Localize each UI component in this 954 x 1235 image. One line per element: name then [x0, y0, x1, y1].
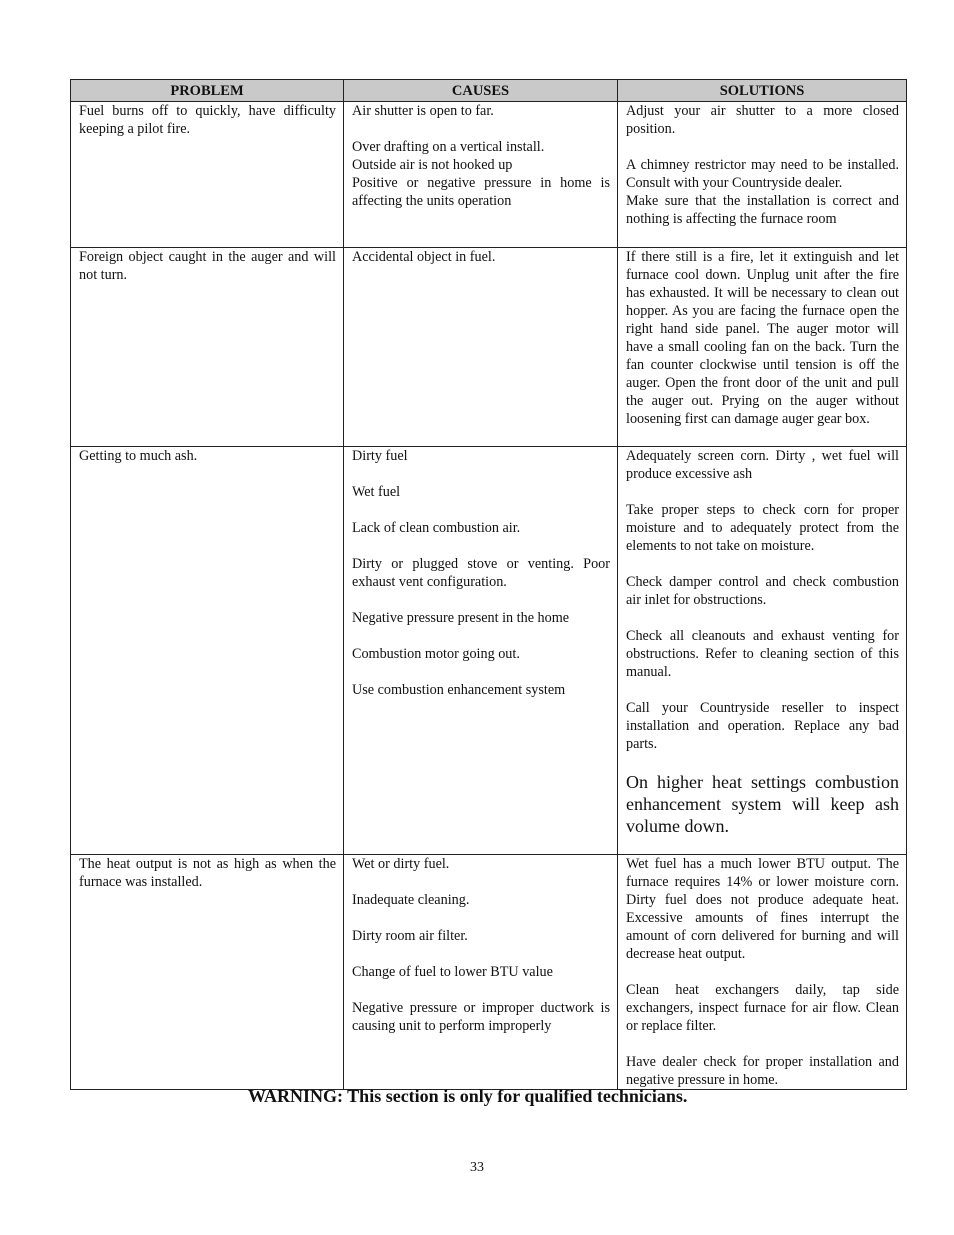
problem-text: Foreign object caught in the auger and will not turn.	[79, 249, 336, 283]
solution-text: Have dealer check for proper installation and negative pressure in home.	[626, 1054, 899, 1088]
header-solutions: SOLUTIONS	[618, 80, 907, 102]
cause-text: Dirty room air filter.	[352, 928, 468, 944]
warning-notice: WARNING: This section is only for qualified technicians.	[248, 1086, 688, 1106]
solution-text: Adequately screen corn. Dirty , wet fuel will produce excessive ash	[626, 448, 899, 482]
solutions-cell	[618, 248, 907, 447]
solution-text: Clean heat exchangers daily, tap side exchangers, inspect furnace for air flow. Clean or replace filter.	[626, 982, 899, 1034]
cause-text: Outside air is not hooked up	[352, 157, 513, 173]
table-row	[71, 102, 907, 248]
problem-cell	[71, 447, 344, 855]
table-header-row	[71, 80, 907, 102]
solution-text: If there still is a fire, let it extinguish and let furnace cool down. Unplug unit after the fire has exhausted. It will be necessary to clean out hopper. As you are facing the furnace open the right hand side panel. The auger motor will have a small cooling fan on the back. Turn the fan counter clockwise until tension is off the auger. Open the front door of the unit and pull the auger out. Prying on the auger without loosening first can damage auger gear box.	[626, 249, 899, 427]
solution-text: A chimney restrictor may need to be installed. Consult with your Countryside dealer.	[626, 157, 899, 191]
solution-text: Check damper control and check combustion air inlet for obstructions.	[626, 574, 899, 608]
cause-text: Lack of clean combustion air.	[352, 520, 521, 536]
cause-text: Accidental object in fuel.	[352, 249, 496, 265]
solution-text: Wet fuel has a much lower BTU output. The furnace requires 14% or lower moisture corn. Dirty fuel does not produce adequate heat. Excessive amounts of fines interrupt the amount of corn delivered for burning and will decrease heat output.	[626, 856, 899, 962]
troubleshooting-table	[70, 79, 907, 1090]
cause-text: Negative pressure present in the home	[352, 610, 570, 626]
causes-cell	[344, 447, 618, 855]
problem-text: Getting to much ash.	[79, 448, 198, 464]
cause-text: Dirty or plugged stove or venting. Poor exhaust vent configuration.	[352, 556, 610, 590]
problem-cell	[71, 855, 344, 1090]
solution-text: Call your Countryside reseller to inspect installation and operation. Replace any bad parts.	[626, 700, 899, 752]
causes-cell	[344, 855, 618, 1090]
solutions-cell	[618, 855, 907, 1090]
page-number: 33	[470, 1160, 484, 1175]
cause-text: Negative pressure or improper ductwork is causing unit to perform improperly	[352, 1000, 610, 1034]
table-row	[71, 447, 907, 855]
cause-text: Inadequate cleaning.	[352, 892, 470, 908]
solution-text-large: On higher heat settings combustion enhancement system will keep ash volume down.	[626, 772, 899, 836]
cause-text: Combustion motor going out.	[352, 646, 520, 662]
cause-text: Wet or dirty fuel.	[352, 856, 450, 872]
problem-cell	[71, 102, 344, 248]
cause-text: Change of fuel to lower BTU value	[352, 964, 553, 980]
cause-text: Dirty fuel	[352, 448, 408, 464]
solution-text: Adjust your air shutter to a more closed position.	[626, 103, 899, 137]
cause-text: Air shutter is open to far.	[352, 103, 494, 119]
cause-text: Positive or negative pressure in home is affecting the units operation	[352, 175, 610, 209]
table-row	[71, 855, 907, 1090]
solution-text: Check all cleanouts and exhaust venting for obstructions. Refer to cleaning section of this manual.	[626, 628, 899, 680]
solution-text: Make sure that the installation is correct and nothing is affecting the furnace room	[626, 193, 899, 227]
header-causes: CAUSES	[344, 80, 618, 102]
problem-text: Fuel burns off to quickly, have difficulty keeping a pilot fire.	[79, 103, 336, 137]
causes-cell	[344, 248, 618, 447]
cause-text: Wet fuel	[352, 484, 401, 500]
header-problem: PROBLEM	[71, 80, 344, 102]
solutions-cell	[618, 102, 907, 248]
problem-cell	[71, 248, 344, 447]
table-row	[71, 248, 907, 447]
problem-text: The heat output is not as high as when the furnace was installed.	[79, 856, 336, 890]
cause-text: Use combustion enhancement system	[352, 682, 566, 698]
cause-text: Over drafting on a vertical install.	[352, 139, 545, 155]
causes-cell	[344, 102, 618, 248]
solution-text: Take proper steps to check corn for proper moisture and to adequately protect from the elements to not take on moisture.	[626, 502, 899, 554]
solutions-cell	[618, 447, 907, 855]
